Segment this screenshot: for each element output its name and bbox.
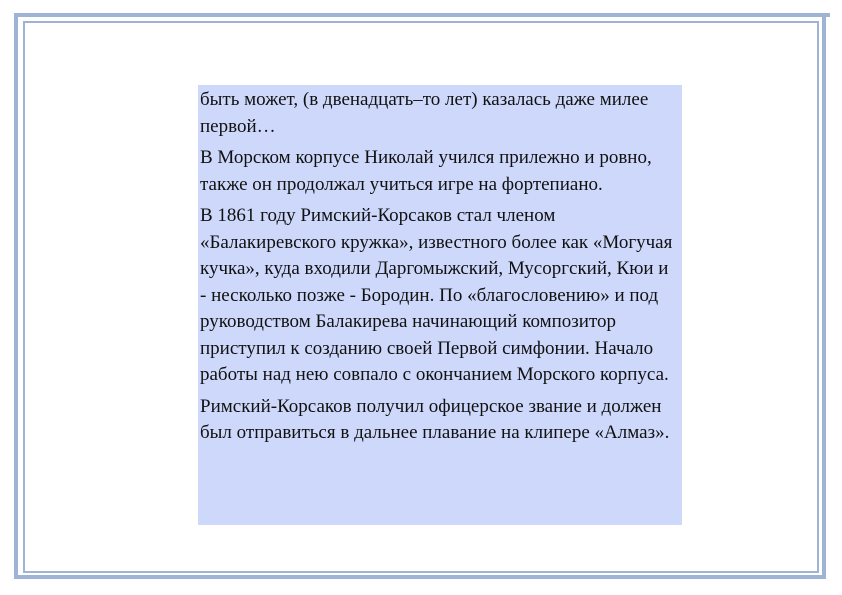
paragraph: В 1861 году Римский-Корсаков стал членом «Балакиревского кружка», известного более как «Могучая кучка», куда входили Даргомыжский, Мусоргский, Кюи и - несколько позже - Бородин. По «благословению» и под руководством Балакирева начинающий композитор приступил к созданию своей Первой симфонии. Начало работы над нею совпало с окончанием Морского корпуса. bbox=[200, 205, 673, 385]
paragraph: В Морском корпусе Николай учился прилежно и ровно, также он продолжал учиться игре на фортепиано. bbox=[200, 147, 652, 195]
paragraph: быть может, (в двенадцать–то лет) казалась даже милее первой… bbox=[200, 89, 649, 137]
frame-accent-top bbox=[818, 13, 830, 17]
paragraph: Римский-Корсаков получил офицерское звание и должен был отправиться в дальнее плавание на клипере «Алмаз». bbox=[200, 395, 670, 443]
text-box bbox=[198, 85, 682, 525]
